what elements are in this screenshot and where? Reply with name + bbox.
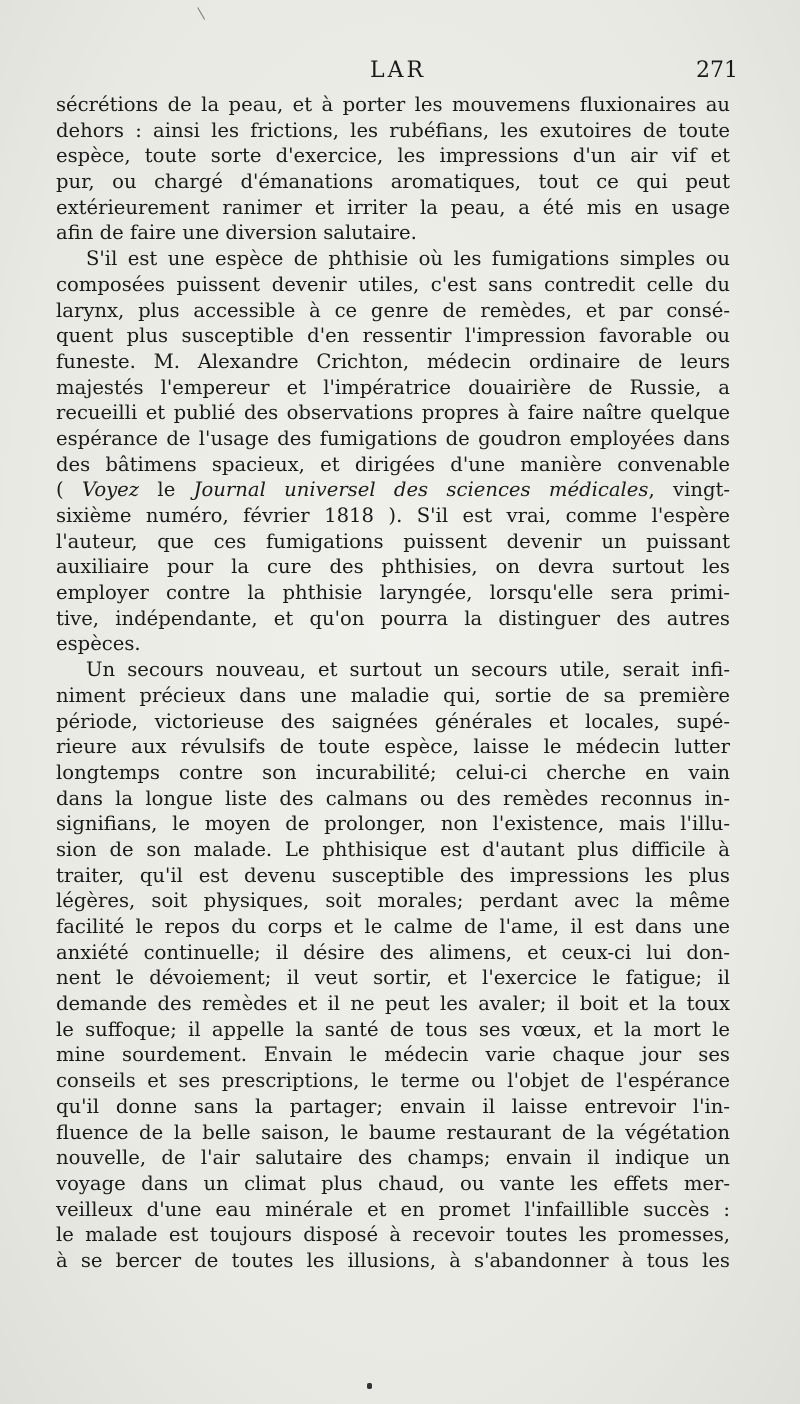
text-line: à se bercer de toutes les illusions, à s'abandonner à tous les [56,1248,730,1272]
text-line: l'auteur, que ces fumigations puissent devenir un puissant [56,529,730,553]
text-line: nouvelle, de l'air salutaire des champs; envain il indique un [56,1146,730,1170]
text-line: demande des remèdes et il ne peut les avaler; il boit et la toux [56,992,730,1016]
text-line: employer contre la phthisie laryngée, lorsqu'elle sera primi- [56,581,730,605]
text-line: espérance de l'usage des fumigations de goudron employées dans [56,426,730,450]
text-line: période, victorieuse des saignées générales et locales, supé- [56,709,730,733]
text-line: voyage dans un climat plus chaud, ou vante les effets mer- [56,1171,730,1195]
text-line: ( Voyez le Journal universel des sciences médicales, vingt- [56,478,730,502]
paragraph [56,246,730,657]
text-line: des bâtimens spacieux, et dirigées d'une manière convenable [56,452,730,476]
text-line: veilleux d'une eau minérale et en promet l'infaillible succès : [56,1197,730,1221]
paragraph [56,657,730,1274]
text-line: conseils et ses prescriptions, le terme ou l'objet de l'espérance [56,1069,730,1093]
text-line: dans la longue liste des calmans ou des remèdes reconnus in- [56,786,730,810]
text-line: facilité le repos du corps et le calme de l'ame, il est dans une [56,915,730,938]
text-line: fluence de la belle saison, le baume restaurant de la végétation [56,1120,730,1144]
running-head: LAR [369,58,427,83]
text-line: niment précieux dans une maladie qui, sortie de sa première [56,683,730,707]
text-line: traiter, qu'il est devenu susceptible des impressions les plus [56,863,730,887]
text-line: longtemps contre son incurabilité; celui-ci cherche en vain [56,760,730,784]
page-header [58,58,738,88]
text-line: majestés l'empereur et l'impératrice douairière de Russie, a [56,375,730,399]
text-line: le suffoque; il appelle la santé de tous ses vœux, et la mort le [56,1017,730,1041]
text-line: pur, ou chargé d'émanations aromatiques, tout ce qui peut [56,170,730,194]
text-line: recueilli et publié des observations propres à faire naître quelque [56,401,730,425]
text-line: espèces. [56,632,141,656]
text-line: tive, indépendante, et qu'on pourra la distinguer des autres [56,606,730,630]
text-line: auxiliaire pour la cure des phthisies, on devra surtout les [56,555,730,579]
text-line: afin de faire une diversion salutaire. [56,221,417,245]
text-line: mine sourdement. Envain le médecin varie chaque jour ses [56,1043,730,1067]
text-line: extérieurement ranimer et irriter la peau, a été mis en usage [56,195,730,219]
printer-mark [367,1383,372,1389]
text-line: rieure aux révulsifs de toute espèce, laisse le médecin lutter [56,735,730,759]
text-line: quent plus susceptible d'en ressentir l'impression favorable ou [56,324,730,348]
text-line: anxiété continuelle; il désire des alimens, et ceux-ci lui don- [56,940,730,964]
body-text [56,92,730,1274]
text-line: Un secours nouveau, et surtout un secours utile, serait infi- [86,658,730,682]
text-line: nent le dévoiement; il veut sortir, et l'exercice le fatigue; il [56,966,730,990]
text-line: larynx, plus accessible à ce genre de remèdes, et par consé- [56,298,730,322]
paper-mark [197,2,214,20]
text-line: dehors : ainsi les frictions, les rubéfians, les exutoires de toute [56,118,730,142]
text-line: funeste. M. Alexandre Crichton, médecin ordinaire de leurs [56,349,730,373]
text-line: S'il est une espèce de phthisie où les fumigations simples ou [86,247,730,271]
page-number: 271 [696,58,738,83]
text-line: sion de son malade. Le phthisique est d'autant plus difficile à [56,837,730,861]
text-line: sécrétions de la peau, et à porter les mouvemens fluxionaires au [56,93,730,116]
text-line: qu'il donne sans la partager; envain il laisse entrevoir l'in- [56,1094,730,1118]
text-line: signifians, le moyen de prolonger, non l'existence, mais l'illu- [56,812,730,836]
text-line: le malade est toujours disposé à recevoir toutes les promesses, [56,1223,730,1247]
text-line: composées puissent devenir utiles, c'est sans contredit celle du [56,272,730,296]
paragraph [56,92,730,246]
text-line: sixième numéro, février 1818 ). S'il est vrai, comme l'espère [56,504,730,527]
text-line: espèce, toute sorte d'exercice, les impressions d'un air vif et [56,144,730,168]
text-line: légères, soit physiques, soit morales; perdant avec la même [56,889,730,913]
